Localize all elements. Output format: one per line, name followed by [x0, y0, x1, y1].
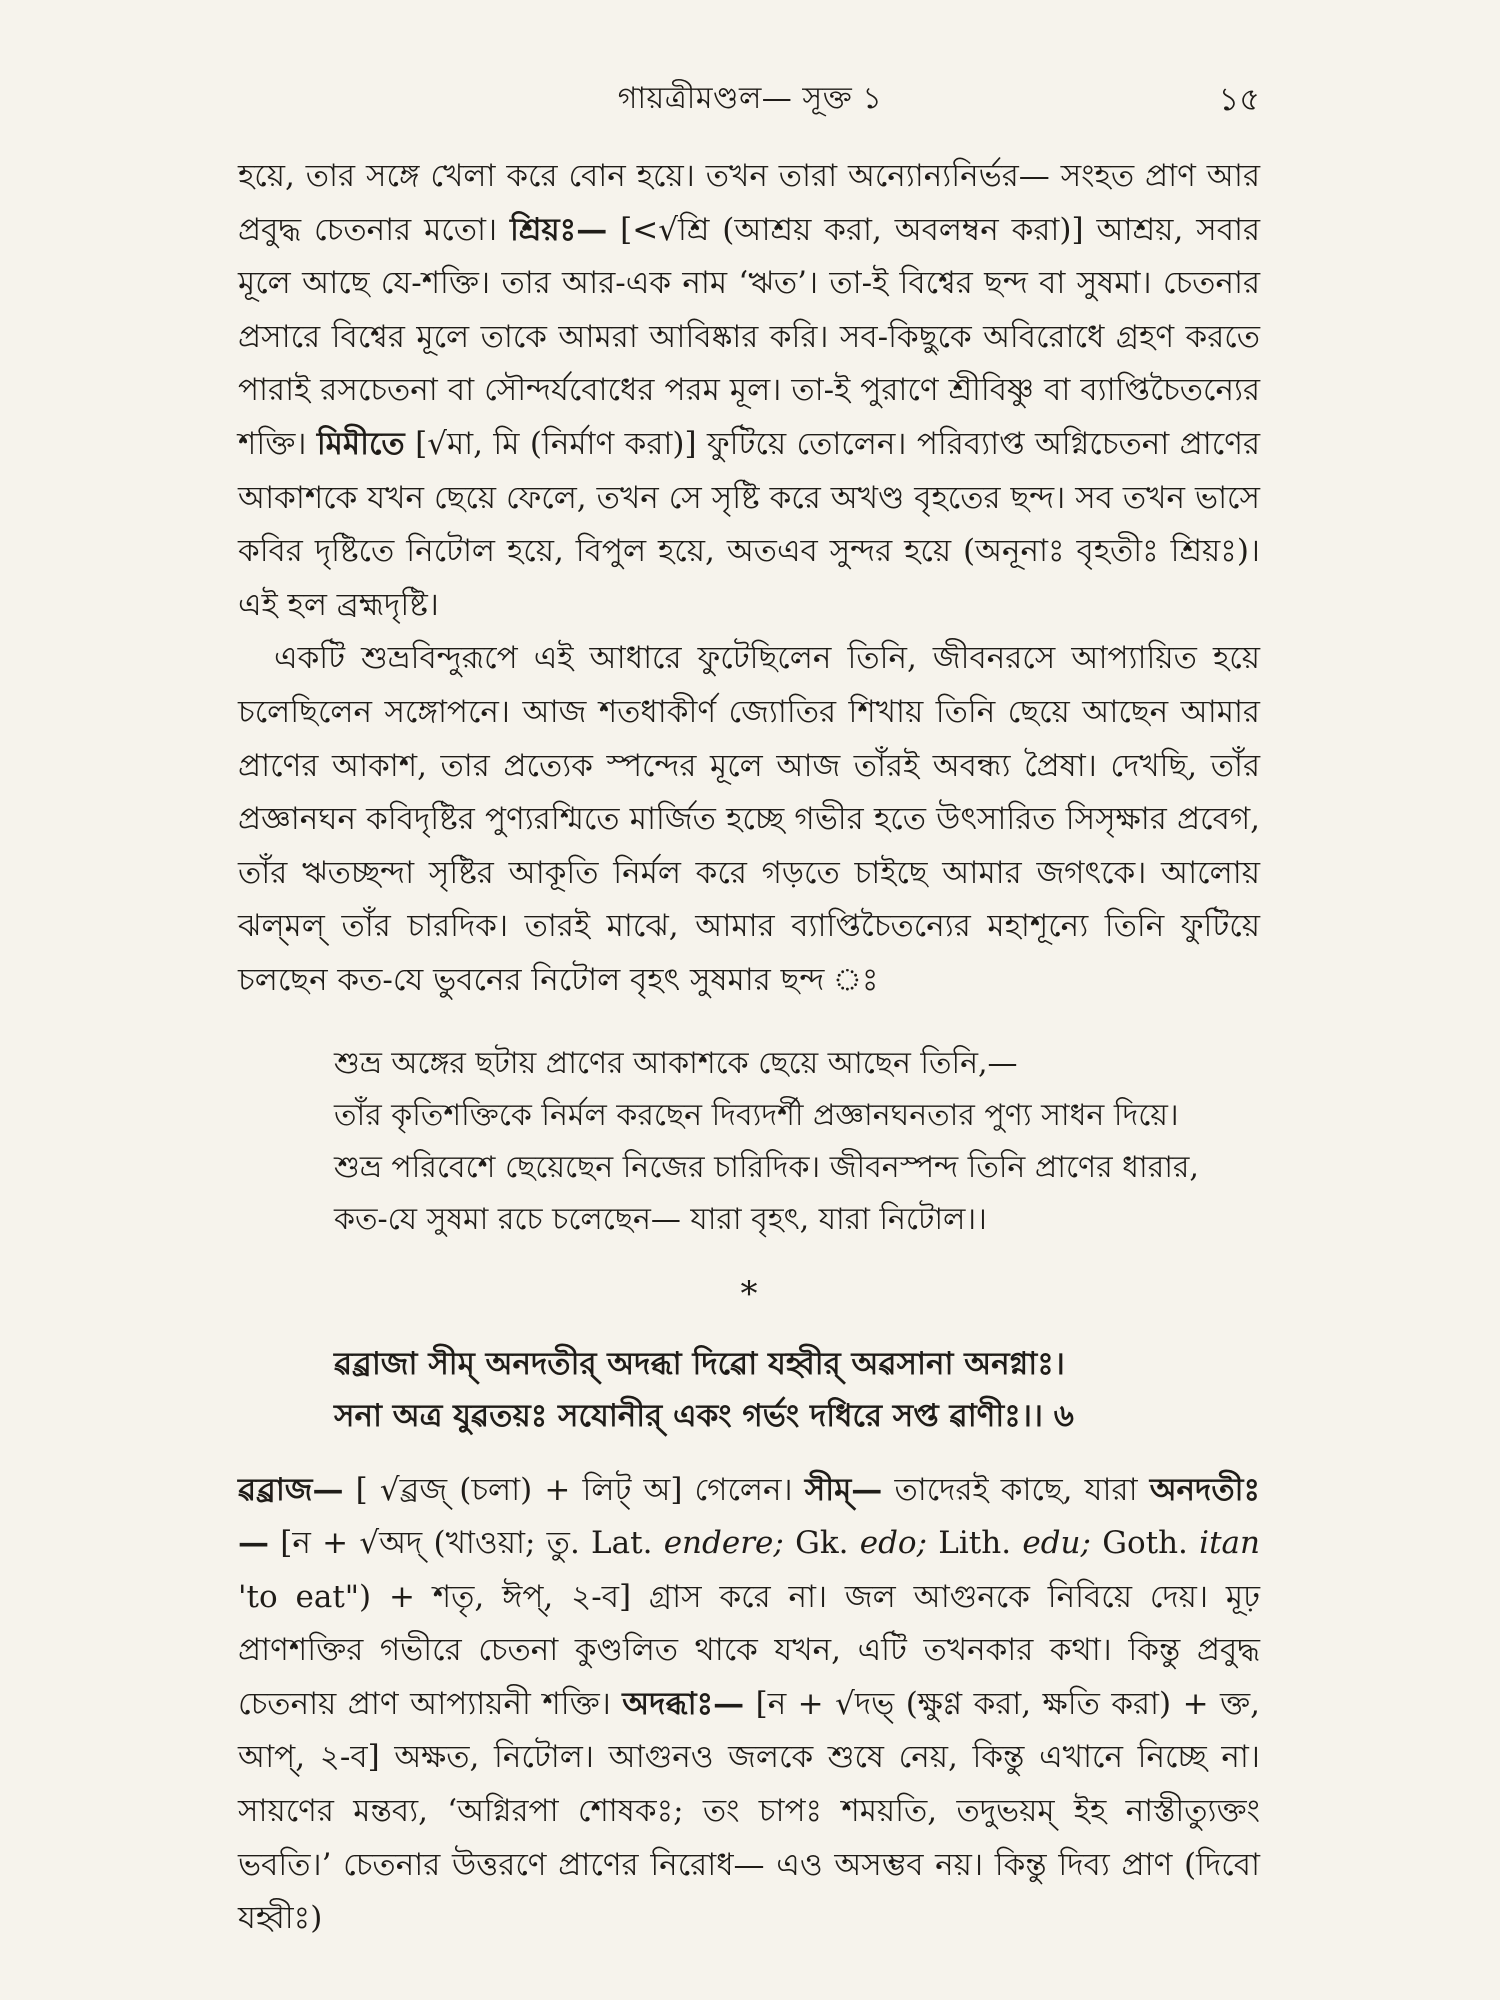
body-text	[238, 150, 1260, 1946]
text-run: [ √ৱ্রজ্ (চলা) + লিট্ অ] গেলেন।	[343, 1471, 805, 1508]
paragraph-3	[238, 1464, 1260, 1946]
greek-word: edo;	[859, 1525, 928, 1562]
latin-word: endere;	[663, 1525, 784, 1562]
text-run: [ন + √অদ্ (খাওয়া; তু. Lat.	[269, 1525, 664, 1562]
gothic-word: itan	[1199, 1525, 1260, 1562]
term-shriyah: শ্রিয়ঃ—	[510, 211, 608, 248]
page-number: ১৫	[1218, 80, 1260, 118]
paragraph-2: একটি শুভ্রবিন্দুরূপে এই আধারে ফুটেছিলেন তিনি, জীবনরসে আপ্যায়িত হয়ে চলেছিলেন সঙ্গোপনে। আজ শতধাকীর্ণ জ্যোতির শিখায় তিনি ছেয়ে আছেন আমার প্রাণের আকাশ, তার প্রত্যেক স্পন্দের মূলে আজ তাঁরই অবন্ধ্য প্রৈষা। দেখছি, তাঁর প্রজ্ঞানঘন কবিদৃষ্টির পুণ্যরশ্মিতে মার্জিত হচ্ছে গভীর হতে উৎসারিত সিসৃক্ষার প্রবেগ, তাঁর ঋতচ্ছন্দা সৃষ্টির আকূতি নির্মল করে গড়তে চাইছে আমার জগৎকে। আলোয় ঝল্‌মল্‌ তাঁর চারদিক। তারই মাঝে, আমার ব্যাপ্তিচৈতন্যের মহাশূন্যে তিনি ফুটিয়ে চলছেন কত-যে ভুবনের নিটোল বৃহৎ সুষমার ছন্দ ঃ	[238, 640, 1260, 998]
mantra-block	[334, 1338, 1260, 1442]
paragraph-1	[238, 150, 1260, 632]
term-sim: সীম্—	[804, 1471, 883, 1508]
section-separator: *	[740, 1273, 758, 1314]
term-adabdhah: অদব্ধাঃ—	[622, 1685, 745, 1722]
mantra-line: সনা অত্র যুৱতয়ঃ সযোনীর্ একং গর্ভং দধিরে সপ্ত ৱাণীঃ।। ৬	[334, 1397, 1074, 1434]
text-run: [ন + √দভ্ (ক্ষুণ্ণ করা, ক্ষতি করা) + ক্ত, আপ্, ২-ব] অক্ষত, নিটোল। আগুনও জলকে শুষে নেয়, কিন্তু এখানে নিচ্ছে না। সায়ণের মন্তব্য, ‘অগ্নিরপা শোষকঃ; তং চাপঃ শময়তি, তদুভয়ম্ ইহ নাস্তীত্যুক্তং ভবতি।’ চেতনার উত্তরণে প্রাণের নিরোধ— এও অসম্ভব নয়। কিন্তু দিব্য প্রাণ (দিবো যহ্বীঃ)	[238, 1685, 1260, 1937]
verse-line: শুভ্র অঙ্গের ছটায় প্রাণের আকাশকে ছেয়ে আছেন তিনি,—	[334, 1045, 1018, 1081]
term-anadatih: অনদতীঃ—	[238, 1471, 1260, 1562]
text-run: Goth.	[1090, 1525, 1200, 1562]
verse-block	[334, 1038, 1260, 1246]
term-mimite: মিমীতে	[316, 425, 405, 462]
text-run: 'to eat") + শতৃ, ঈপ্, ২-ব] গ্রাস করে না। জল আগুনকে নিবিয়ে দেয়। মূঢ় প্রাণশক্তির গভীরে চেতনা কুণ্ডলিত থাকে যখন, এটি তখনকার কথা। কিন্তু প্রবুদ্ধ চেতনায় প্রাণ আপ্যায়নী শক্তি।	[238, 1578, 1260, 1722]
term-vavraja: ৱৱ্রাজ—	[238, 1471, 344, 1508]
page-header	[0, 74, 1500, 118]
verse-line: কত-যে সুষমা রচে চলেছেন— যারা বৃহৎ, যারা নিটোল।।	[334, 1201, 987, 1237]
running-title: গায়ত্রীমণ্ডল— সূক্ত ১	[617, 81, 883, 116]
text-run: [<√শ্রি (আশ্রয় করা, অবলম্বন করা)] আশ্রয়, সবার মূলে আছে যে-শক্তি। তার আর-এক নাম ‘ঋত’। তা-ই বিশ্বের ছন্দ বা সুষমা। চেতনার প্রসারে বিশ্বের মূলে তাকে আমরা আবিষ্কার করি। সব-কিছুকে অবিরোধে গ্রহণ করতে পারাই রসচেতনা বা সৌন্দর্যবোধের পরম মূল। তা-ই পুরাণে শ্রীবিষ্ণু বা ব্যাপ্তিচৈতন্যের শক্তি।	[238, 211, 1260, 462]
text-run: [√মা, মি (নির্মাণ করা)] ফুটিয়ে তোলেন। পরিব্যাপ্ত অগ্নিচেতনা প্রাণের আকাশকে যখন ছেয়ে ফেলে, তখন সে সৃষ্টি করে অখণ্ড বৃহতের ছন্দ। সব তখন ভাসে কবির দৃষ্টিতে নিটোল হয়ে, বিপুল হয়ে, অতএব সুন্দর হয়ে (অনূনাঃ বৃহতীঃ শ্রিয়ঃ)। এই হল ব্রহ্মদৃষ্টি।	[238, 425, 1260, 623]
mantra-line: ৱৱ্রাজা সীম্ অনদতীর্ অদব্ধা দিৱো যহ্বীর্ অৱসানা অনগ্নাঃ।	[334, 1345, 1065, 1382]
text-run: Lith.	[927, 1525, 1023, 1562]
text-run: Gk.	[783, 1525, 860, 1562]
verse-line: শুভ্র পরিবেশে ছেয়েছেন নিজের চারিদিক। জীবনস্পন্দ তিনি প্রাণের ধারার,	[334, 1149, 1199, 1185]
verse-line: তাঁর কৃতিশক্তিকে নির্মল করছেন দিব্যদর্শী প্রজ্ঞানঘনতার পুণ্য সাধন দিয়ে।	[334, 1097, 1179, 1133]
lithuanian-word: edu;	[1022, 1525, 1091, 1562]
text-run: তাদেরই কাছে, যারা	[882, 1471, 1150, 1508]
text-run: হয়ে, তার সঙ্গে খেলা করে বোন হয়ে। তখন তারা অন্যোন্যনির্ভর— সংহত প্রাণ আর প্রবুদ্ধ চেতনার মতো।	[238, 158, 1260, 248]
